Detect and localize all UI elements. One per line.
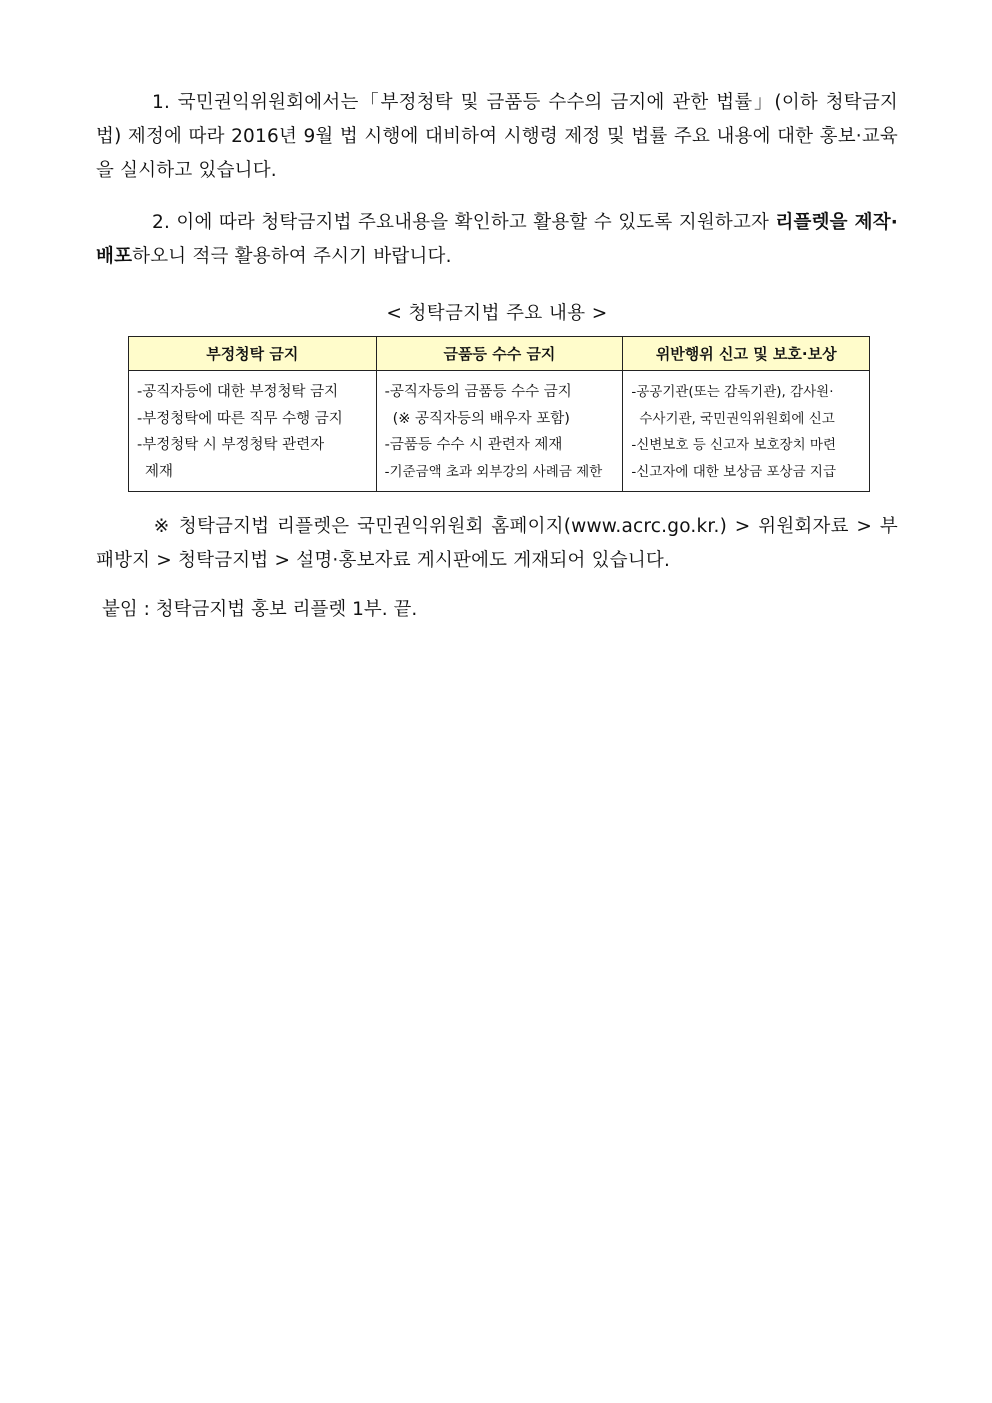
paragraph-2-text-a: 2. 이에 따라 청탁금지법 주요내용을 확인하고 활용할 수 있도록 지원하고자 — [152, 212, 776, 233]
table-cell-col-2 — [376, 371, 623, 492]
document-body — [96, 86, 898, 624]
cell-line: -기준금액 초과 외부강의 사례금 제한 — [384, 463, 603, 480]
table-header-cell: 위반행위 신고 및 보호·보상 — [623, 337, 870, 371]
cell-line: 수사기관, 국민권익위원회에 신고 — [639, 410, 835, 427]
note-paragraph — [96, 510, 898, 578]
cell-line: -공공기관(또는 감독기관), 감사원· — [631, 384, 834, 400]
cell-line: -신변보호 등 신고자 보호장치 마련 — [631, 437, 837, 453]
paragraph-2-bold: 리플렛을 제작·배포 — [96, 212, 898, 267]
paragraph-2-text-b: 하오니 적극 활용하여 주시기 바랍니다. — [132, 246, 452, 267]
table-cell-col-1 — [129, 371, 377, 492]
paragraph-2 — [96, 206, 898, 274]
table-row — [129, 371, 870, 492]
cell-line: (※ 공직자등의 배우자 포함) — [392, 410, 570, 427]
table-cell-col-3 — [623, 371, 870, 492]
table-header-cell: 금품등 수수 금지 — [376, 337, 623, 371]
attachment-line: 붙임 : 청탁금지법 홍보 리플렛 1부. 끝. — [102, 599, 418, 620]
cell-line: -부정청탁 시 부정청탁 관련자 — [137, 437, 325, 453]
cell-line: -신고자에 대한 보상금 포상금 지급 — [631, 463, 837, 480]
table-header-cell: 부정청탁 금지 — [129, 337, 377, 371]
cell-line: 제재 — [145, 463, 174, 480]
paragraph-1 — [96, 86, 898, 188]
cell-line: -금품등 수수 시 관련자 제재 — [384, 437, 563, 453]
cell-line: -부정청탁에 따른 직무 수행 금지 — [137, 410, 343, 427]
table-title: < 청탁금지법 주요 내용 > — [386, 303, 608, 324]
paragraph-1-text: 1. 국민권익위원회에서는「부정청탁 및 금품등 수수의 금지에 관한 법률」(이하 청탁금지법) 제정에 따라 2016년 9월 법 시행에 대비하여 시행령 제정 및 법률 주요 내용에 대한 홍보·교육을 실시하고 있습니다. — [96, 92, 898, 181]
cell-line: -공직자등의 금품등 수수 금지 — [384, 384, 572, 400]
summary-table — [128, 336, 870, 492]
table-header-row — [129, 337, 870, 371]
note-text: ※ 청탁금지법 리플렛은 국민권익위원회 홈페이지(www.acrc.go.kr.) > 위원회자료 > 부패방지 > 청탁금지법 > 설명·홍보자료 게시판에도 게재되어 있습니다. — [96, 516, 898, 571]
cell-line: -공직자등에 대한 부정청탁 금지 — [137, 384, 339, 400]
